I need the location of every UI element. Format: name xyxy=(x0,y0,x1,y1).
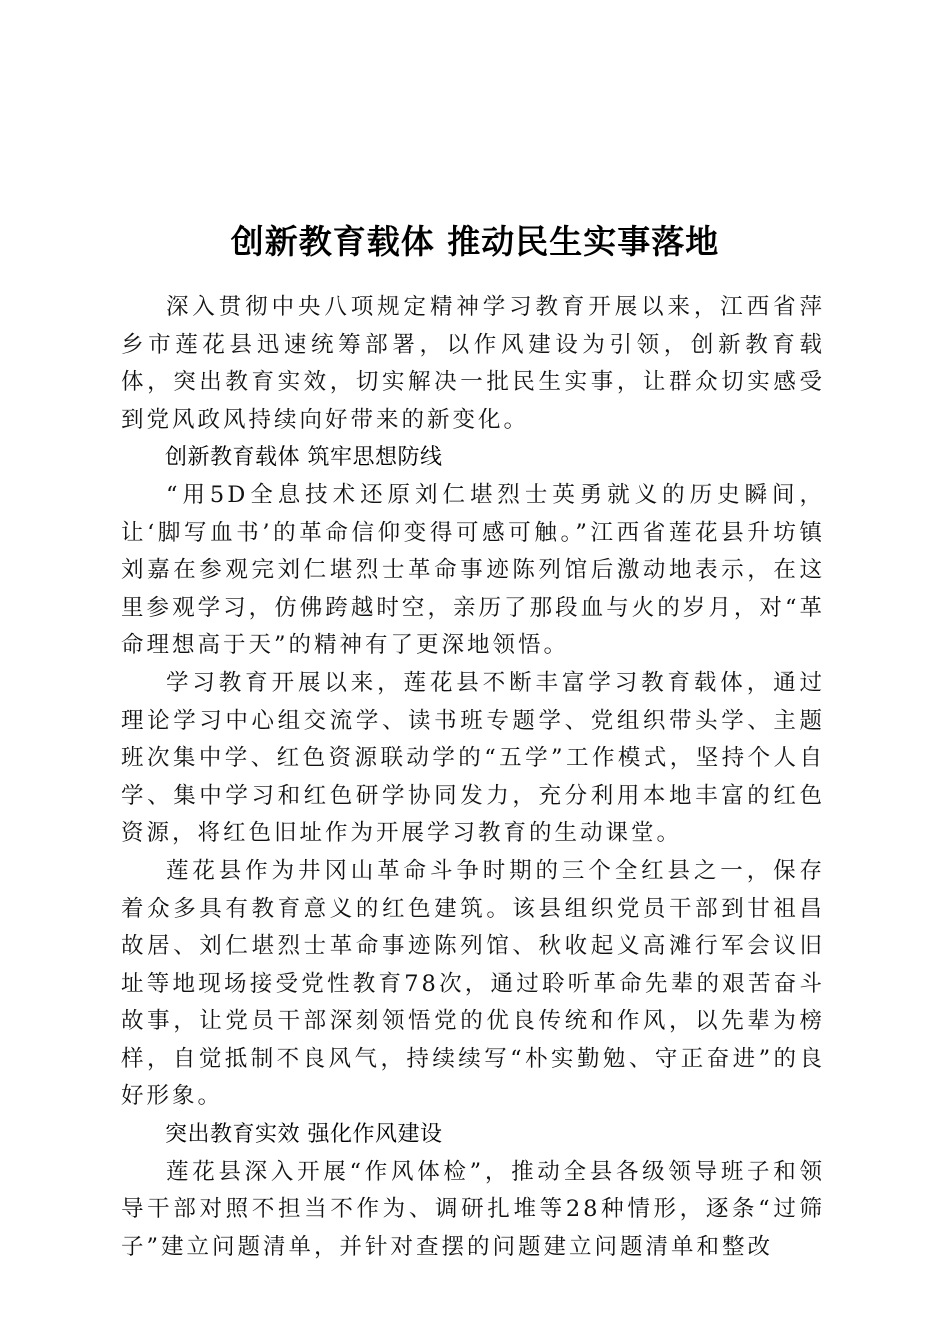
body-paragraph-1: “用5D全息技术还原刘仁堪烈士英勇就义的历史瞬间，让‘脚写血书’的革命信仰变得可感可触。”江西省莲花县升坊镇刘嘉在参观完刘仁堪烈士革命事迹陈列馆后激动地表示，在这里参观学习，仿佛跨越时空，亲历了那段血与火的岁月，对“革命理想高于天”的精神有了更深地领悟。 xyxy=(121,481,825,659)
body-paragraph-4: 莲花县深入开展“作风体检”，推动全县各级领导班子和领导干部对照不担当不作为、调研扎堆等28种情形，逐条“过筛子”建立问题清单，并针对查摆的问题建立问题清单和整改 xyxy=(121,1158,825,1260)
section-heading-1: 创新教育载体 筑牢思想防线 xyxy=(165,445,443,471)
document-body xyxy=(121,289,825,1266)
section-heading-2: 突出教育实效 强化作风建设 xyxy=(165,1122,443,1148)
body-paragraph-3: 莲花县作为井冈山革命斗争时期的三个全红县之一，保存着众多具有教育意义的红色建筑。该县组织党员干部到甘祖昌故居、刘仁堪烈士革命事迹陈列馆、秋收起义高滩行军会议旧址等地现场接受党性教育78次，通过聆听革命先辈的艰苦奋斗故事，让党员干部深刻领悟党的优良传统和作风，以先辈为榜样，自觉抵制不良风气，持续续写“朴实勤勉、守正奋进”的良好形象。 xyxy=(121,857,825,1110)
body-paragraph-2: 学习教育开展以来，莲花县不断丰富学习教育载体，通过理论学习中心组交流学、读书班专题学、党组织带头学、主题班次集中学、红色资源联动学的“五学”工作模式，坚持个人自学、集中学习和红色研学协同发力，充分利用本地丰富的红色资源，将红色旧址作为开展学习教育的生动课堂。 xyxy=(121,669,825,847)
intro-paragraph: 深入贯彻中央八项规定精神学习教育开展以来，江西省萍乡市莲花县迅速统筹部署，以作风建设为引领，创新教育载体，突出教育实效，切实解决一批民生实事，让群众切实感受到党风政风持续向好带来的新变化。 xyxy=(121,294,825,433)
document-title: 创新教育载体 推动民生实事落地 xyxy=(230,222,720,262)
